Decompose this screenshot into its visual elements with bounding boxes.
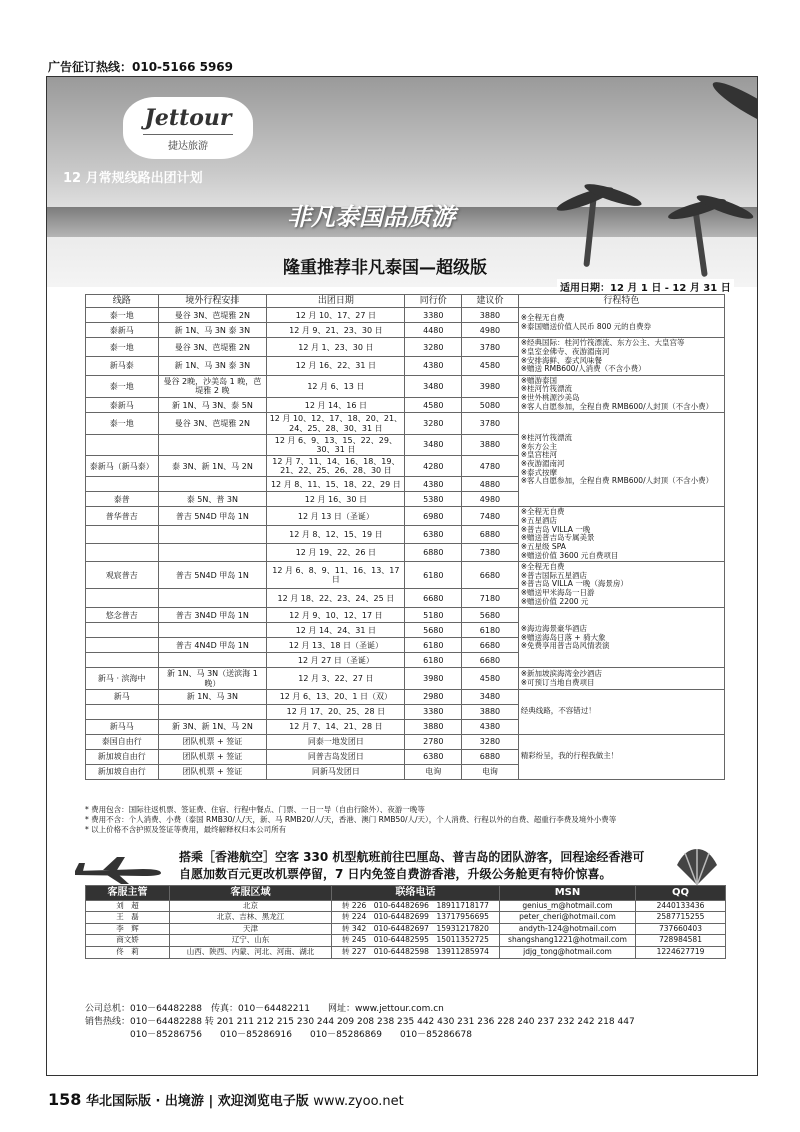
trade-price-cell: 2780	[405, 734, 462, 749]
retail-price-cell: 3880	[462, 704, 519, 719]
logo-brand-name: Jettour	[144, 105, 232, 131]
itinerary-cell: 泰 5N、普 3N	[158, 492, 267, 507]
phone-cell: 转 245 010-64482595 15011352725	[332, 935, 500, 947]
itinerary-cell: 新 3N、新 1N、马 2N	[158, 719, 267, 734]
page-frame	[46, 76, 758, 1076]
supervisor-cell: 李 辉	[86, 923, 170, 935]
retail-price-cell: 电询	[462, 764, 519, 779]
page-number: 158	[48, 1090, 82, 1109]
route-cell: 泰普	[86, 492, 159, 507]
route-cell: 新加坡自由行	[86, 764, 159, 779]
route-cell	[86, 638, 159, 653]
route-cell: 新马	[86, 689, 159, 704]
msn-cell: peter_cheri@hotmail.com	[500, 912, 636, 924]
page-footer	[48, 1090, 404, 1109]
table-row	[86, 338, 725, 357]
route-cell: 泰新马（新马泰）	[86, 456, 159, 477]
route-cell: 泰一地	[86, 413, 159, 434]
features-cell: ※全程无自费 ※五星酒店 ※普吉岛 VILLA 一晚 ※赠送普吉岛专属美景 ※五星级 SPA ※赠送价值 3600 元自费项目	[518, 507, 724, 562]
itinerary-cell: 普吉 5N4D 甲岛 1N	[158, 507, 267, 525]
features-cell: ※全程无自费 ※普吉国际五星酒店 ※普吉岛 VILLA 一晚（海景房） ※赠送甲米海岛一日游 ※赠送价值 2200 元	[518, 562, 724, 608]
route-cell: 新马泰	[86, 357, 159, 376]
retail-price-cell: 4980	[462, 492, 519, 507]
airline-line-1: 搭乘［香港航空］空客 330 机型航班前往巴厘岛、普吉岛的团队游客，回程途经香港可	[179, 850, 645, 864]
col-phone: 联络电话	[332, 886, 500, 901]
region-cell: 北京	[170, 900, 332, 912]
itinerary-cell: 曼谷 2晚，沙美岛 1 晚，芭堤雅 2 晚	[158, 375, 267, 397]
trade-price-cell: 3480	[405, 375, 462, 397]
dates-cell: 12 月 17、20、25、28 日	[267, 704, 405, 719]
dates-cell: 12 月 6、9、13、15、22、29、30、31 日	[267, 434, 405, 455]
itinerary-cell	[158, 477, 267, 492]
trade-price-cell: 6180	[405, 653, 462, 668]
table-row	[86, 689, 725, 704]
col-msn: MSN	[500, 886, 636, 901]
route-cell: 泰一地	[86, 375, 159, 397]
dates-cell: 12 月 16、22、31 日	[267, 357, 405, 376]
table-row	[86, 308, 725, 323]
contact-row	[86, 947, 726, 959]
table-row	[86, 413, 725, 434]
qq-cell: 737660403	[636, 923, 726, 935]
retail-price-cell: 7480	[462, 507, 519, 525]
route-cell: 泰国自由行	[86, 734, 159, 749]
dates-cell: 12 月 9、10、12、17 日	[267, 608, 405, 623]
itinerary-cell: 团队机票 + 签证	[158, 764, 267, 779]
col-trade-price: 同行价	[405, 295, 462, 308]
tour-price-table	[85, 294, 725, 780]
itinerary-cell	[158, 525, 267, 543]
contact-row	[86, 935, 726, 947]
retail-price-cell: 3980	[462, 375, 519, 397]
region-cell: 北京、吉林、黑龙江	[170, 912, 332, 924]
features-cell: ※全程无自费 ※泰国赠送价值人民币 800 元的自费券	[518, 308, 724, 338]
dates-cell: 12 月 13、18 日（圣诞）	[267, 638, 405, 653]
dates-cell: 12 月 7、14、21、28 日	[267, 719, 405, 734]
dates-cell: 12 月 1、23、30 日	[267, 338, 405, 357]
retail-price-cell: 6880	[462, 749, 519, 764]
contact-row	[86, 923, 726, 935]
qq-cell: 1224627719	[636, 947, 726, 959]
features-cell: ※新加坡滨海湾金沙酒店 ※可预订当地自费项目	[518, 668, 724, 689]
dates-cell: 同泰一地发团日	[267, 734, 405, 749]
col-retail-price: 建议价	[462, 295, 519, 308]
supervisor-cell: 佟 莉	[86, 947, 170, 959]
sales-hotline-2: 010－85286756 010－85286916 010－85286869 010－85286678	[85, 1030, 472, 1041]
table-header-row	[86, 295, 725, 308]
jettour-logo	[123, 97, 253, 159]
trade-price-cell: 3480	[405, 434, 462, 455]
col-features: 行程特色	[518, 295, 724, 308]
slogan: 非凡泰国品质游	[287, 203, 455, 231]
retail-price-cell: 5080	[462, 397, 519, 412]
retail-price-cell: 4580	[462, 357, 519, 376]
itinerary-cell: 泰 3N、新 1N、马 2N	[158, 456, 267, 477]
trade-price-cell: 电询	[405, 764, 462, 779]
features-cell: ※桂河竹筏漂流 ※东方公主 ※皇宫桂河 ※夜游湄南河 ※泰式按摩 ※客人自愿参加，全程自费 RMB600/人封顶（不含小费）	[518, 413, 724, 507]
trade-price-cell: 4280	[405, 456, 462, 477]
retail-price-cell: 3280	[462, 734, 519, 749]
table-row	[86, 668, 725, 689]
route-cell	[86, 653, 159, 668]
retail-price-cell: 3880	[462, 308, 519, 323]
note-line: * 费用不含：个人消费、小费（泰国 RMB30/人/天，新、马 RMB20/人/天，香港、澳门 RMB50/人/天），个人消费、行程以外的自费、超重行李费及境外小费等	[85, 815, 617, 825]
trade-price-cell: 3280	[405, 338, 462, 357]
route-cell: 新马马	[86, 719, 159, 734]
trade-price-cell: 6980	[405, 507, 462, 525]
itinerary-cell: 新 1N、马 3N	[158, 689, 267, 704]
route-cell	[86, 704, 159, 719]
route-cell	[86, 623, 159, 638]
trade-price-cell: 5380	[405, 492, 462, 507]
dates-cell: 12 月 3、22、27 日	[267, 668, 405, 689]
dates-cell: 12 月 6、13、20、1 日（双）	[267, 689, 405, 704]
note-line: * 费用包含：国际往返机票、签证费、住宿、行程中餐点、门票、一日一导（自由行除外）、夜游一晚等	[85, 805, 425, 814]
footer-url: www.zyoo.net	[313, 1094, 404, 1109]
col-itinerary: 境外行程安排	[158, 295, 267, 308]
customer-service-table	[85, 885, 725, 959]
table-row	[86, 507, 725, 525]
features-cell: 经典线路，不容错过！	[518, 689, 724, 734]
airline-promo-text	[179, 849, 679, 884]
company-contacts	[85, 1003, 745, 1042]
seashell-icon	[675, 847, 719, 887]
trade-price-cell: 3380	[405, 308, 462, 323]
dates-cell: 12 月 16、30 日	[267, 492, 405, 507]
itinerary-cell	[158, 434, 267, 455]
itinerary-cell: 曼谷 3N、芭堤雅 2N	[158, 413, 267, 434]
retail-price-cell: 4780	[462, 456, 519, 477]
dates-cell: 12 月 10、12、17、18、20、21、24、25、28、30、31 日	[267, 413, 405, 434]
col-qq: QQ	[636, 886, 726, 901]
dates-cell: 12 月 6、8、9、11、16、13、17 日	[267, 562, 405, 589]
itinerary-cell: 曼谷 3N、芭堤雅 2N	[158, 338, 267, 357]
main-title: 隆重推荐非凡泰国—超级版	[283, 258, 487, 278]
itinerary-cell	[158, 653, 267, 668]
plan-title: 12 月常规线路出团计划	[63, 171, 203, 186]
dates-cell: 12 月 6、13 日	[267, 375, 405, 397]
price-notes	[85, 805, 725, 835]
dates-cell: 12 月 8、11、15、18、22、29 日	[267, 477, 405, 492]
validity-date: 适用日期：12 月 1 日 - 12 月 31 日	[557, 279, 734, 294]
retail-price-cell: 6680	[462, 638, 519, 653]
itinerary-cell: 新 1N、马 3N 泰 3N	[158, 357, 267, 376]
itinerary-cell	[158, 543, 267, 561]
company-main-line: 公司总机：010－64482288 传真：010－64482211 网址：www.jettour.com.cn	[85, 1004, 444, 1014]
itinerary-cell: 团队机票 + 签证	[158, 749, 267, 764]
route-cell: 观宸普吉	[86, 562, 159, 589]
trade-price-cell: 2980	[405, 689, 462, 704]
supervisor-cell: 王 磊	[86, 912, 170, 924]
region-cell: 天津	[170, 923, 332, 935]
trade-price-cell: 3880	[405, 719, 462, 734]
route-cell	[86, 543, 159, 561]
trade-price-cell: 6880	[405, 543, 462, 561]
retail-price-cell: 4580	[462, 668, 519, 689]
phone-cell: 转 227 010-64482598 13911285974	[332, 947, 500, 959]
trade-price-cell: 6680	[405, 589, 462, 608]
region-cell: 山西、陕西、内蒙、河北、河南、湖北	[170, 947, 332, 959]
contact-row	[86, 912, 726, 924]
trade-price-cell: 6180	[405, 638, 462, 653]
trade-price-cell: 5180	[405, 608, 462, 623]
table-row	[86, 734, 725, 749]
retail-price-cell: 6880	[462, 525, 519, 543]
note-line: * 以上价格不含护照及签证等费用，最终解释权归本公司所有	[85, 825, 287, 835]
dates-cell: 12 月 10、17、27 日	[267, 308, 405, 323]
retail-price-cell: 6680	[462, 653, 519, 668]
dates-cell: 12 月 18、22、23、24、25 日	[267, 589, 405, 608]
col-region: 客服区域	[170, 886, 332, 901]
itinerary-cell: 曼谷 3N、芭堤雅 2N	[158, 308, 267, 323]
retail-price-cell: 3780	[462, 338, 519, 357]
features-cell: 精彩纷呈，我的行程我做主！	[518, 734, 724, 779]
trade-price-cell: 4480	[405, 323, 462, 338]
trade-price-cell: 5680	[405, 623, 462, 638]
msn-cell: genius_m@hotmail.com	[500, 900, 636, 912]
trade-price-cell: 6380	[405, 749, 462, 764]
trade-price-cell: 6380	[405, 525, 462, 543]
retail-price-cell: 3880	[462, 434, 519, 455]
itinerary-cell	[158, 704, 267, 719]
dates-cell: 12 月 19、22、26 日	[267, 543, 405, 561]
msn-cell: jdjg_tong@hotmail.com	[500, 947, 636, 959]
col-supervisor: 客服主管	[86, 886, 170, 901]
dates-cell: 12 月 9、21、23、30 日	[267, 323, 405, 338]
qq-cell: 2587715255	[636, 912, 726, 924]
itinerary-cell	[158, 589, 267, 608]
itinerary-cell: 普吉 3N4D 甲岛 1N	[158, 608, 267, 623]
qq-cell: 2440133436	[636, 900, 726, 912]
features-cell: ※经典国际：桂河竹筏漂流、东方公主、大皇宫等 ※皇室金佛寺、夜游湄南河 ※安排海鲜、泰式风味餐 ※赠送 RMB600/人消费（不含小费）	[518, 338, 724, 376]
phone-cell: 转 226 010-64482696 18911718177	[332, 900, 500, 912]
route-cell: 泰一地	[86, 338, 159, 357]
route-cell: 新马 · 滨海中	[86, 668, 159, 689]
logo-brand-sub: 捷达旅游	[143, 134, 233, 152]
route-cell: 新加坡自由行	[86, 749, 159, 764]
route-cell	[86, 477, 159, 492]
route-cell: 悠念普吉	[86, 608, 159, 623]
retail-price-cell: 6180	[462, 623, 519, 638]
dates-cell: 12 月 14、16 日	[267, 397, 405, 412]
msn-cell: andyth-124@hotmail.com	[500, 923, 636, 935]
qq-cell: 728984581	[636, 935, 726, 947]
phone-cell: 转 342 010-64482697 15931217820	[332, 923, 500, 935]
trade-price-cell: 4380	[405, 477, 462, 492]
retail-price-cell: 4980	[462, 323, 519, 338]
phone-cell: 转 224 010-64482699 13717956695	[332, 912, 500, 924]
dates-cell: 12 月 8、12、15、19 日	[267, 525, 405, 543]
trade-price-cell: 3380	[405, 704, 462, 719]
route-cell	[86, 589, 159, 608]
route-cell	[86, 525, 159, 543]
retail-price-cell: 7180	[462, 589, 519, 608]
footer-section: 华北国际版 · 出境游 | 欢迎浏览电子版	[85, 1094, 309, 1109]
sales-hotline: 销售热线：010－64482288 转 201 211 212 215 230 244 209 208 238 235 442 430 231 236 228 240 237 232 242 218 447	[85, 1017, 635, 1028]
dates-cell: 12 月 14、24、31 日	[267, 623, 405, 638]
dates-cell: 12 月 27 日（圣诞）	[267, 653, 405, 668]
trade-price-cell: 4380	[405, 357, 462, 376]
supervisor-cell: 商文娇	[86, 935, 170, 947]
itinerary-cell: 团队机票 + 签证	[158, 734, 267, 749]
route-cell: 泰新马	[86, 397, 159, 412]
retail-price-cell: 5680	[462, 608, 519, 623]
contact-row	[86, 900, 726, 912]
features-cell: ※海边海景豪华酒店 ※赠送海岛日落 + 骑大象 ※免费享用普吉岛风情表演	[518, 608, 724, 668]
supervisor-cell: 刘 超	[86, 900, 170, 912]
itinerary-cell: 普吉 4N4D 甲岛 1N	[158, 638, 267, 653]
table-row	[86, 375, 725, 397]
features-cell: ※赠游泰国 ※桂河竹筏漂流 ※世外桃源沙美岛 ※客人自愿参加，全程自费 RMB600/人封顶（不含小费）	[518, 375, 724, 413]
itinerary-cell: 新 1N、马 3N 泰 3N	[158, 323, 267, 338]
dates-cell: 12 月 13 日（圣诞）	[267, 507, 405, 525]
dates-cell: 同普吉岛发团日	[267, 749, 405, 764]
dates-cell: 同新马发团日	[267, 764, 405, 779]
trade-price-cell: 3280	[405, 413, 462, 434]
retail-price-cell: 3480	[462, 689, 519, 704]
route-cell	[86, 434, 159, 455]
retail-price-cell: 4380	[462, 719, 519, 734]
retail-price-cell: 4880	[462, 477, 519, 492]
retail-price-cell: 6680	[462, 562, 519, 589]
table-row	[86, 608, 725, 623]
airplane-icon	[73, 855, 163, 885]
col-dates: 出团日期	[267, 295, 405, 308]
route-cell: 普华普吉	[86, 507, 159, 525]
itinerary-cell	[158, 623, 267, 638]
dates-cell: 12 月 7、11、14、16、18、19、21、22、25、26、28、30 日	[267, 456, 405, 477]
retail-price-cell: 3780	[462, 413, 519, 434]
table-row	[86, 562, 725, 589]
retail-price-cell: 7380	[462, 543, 519, 561]
col-route: 线路	[86, 295, 159, 308]
ad-hotline: 广告征订热线：010-5166 5969	[48, 60, 234, 74]
itinerary-cell: 新 1N、马 3N、泰 5N	[158, 397, 267, 412]
msn-cell: shangshang1221@hotmail.com	[500, 935, 636, 947]
itinerary-cell: 普吉 5N4D 甲岛 1N	[158, 562, 267, 589]
route-cell: 泰一地	[86, 308, 159, 323]
contact-header-row	[86, 886, 726, 901]
trade-price-cell: 3980	[405, 668, 462, 689]
route-cell: 泰新马	[86, 323, 159, 338]
trade-price-cell: 6180	[405, 562, 462, 589]
airline-line-2: 自愿加数百元更改机票停留，7 日内免签自费游香港，升级公务舱更有特价惊喜。	[179, 867, 612, 882]
itinerary-cell: 新 1N、马 3N（送滨海 1 晚）	[158, 668, 267, 689]
region-cell: 辽宁、山东	[170, 935, 332, 947]
trade-price-cell: 4580	[405, 397, 462, 412]
